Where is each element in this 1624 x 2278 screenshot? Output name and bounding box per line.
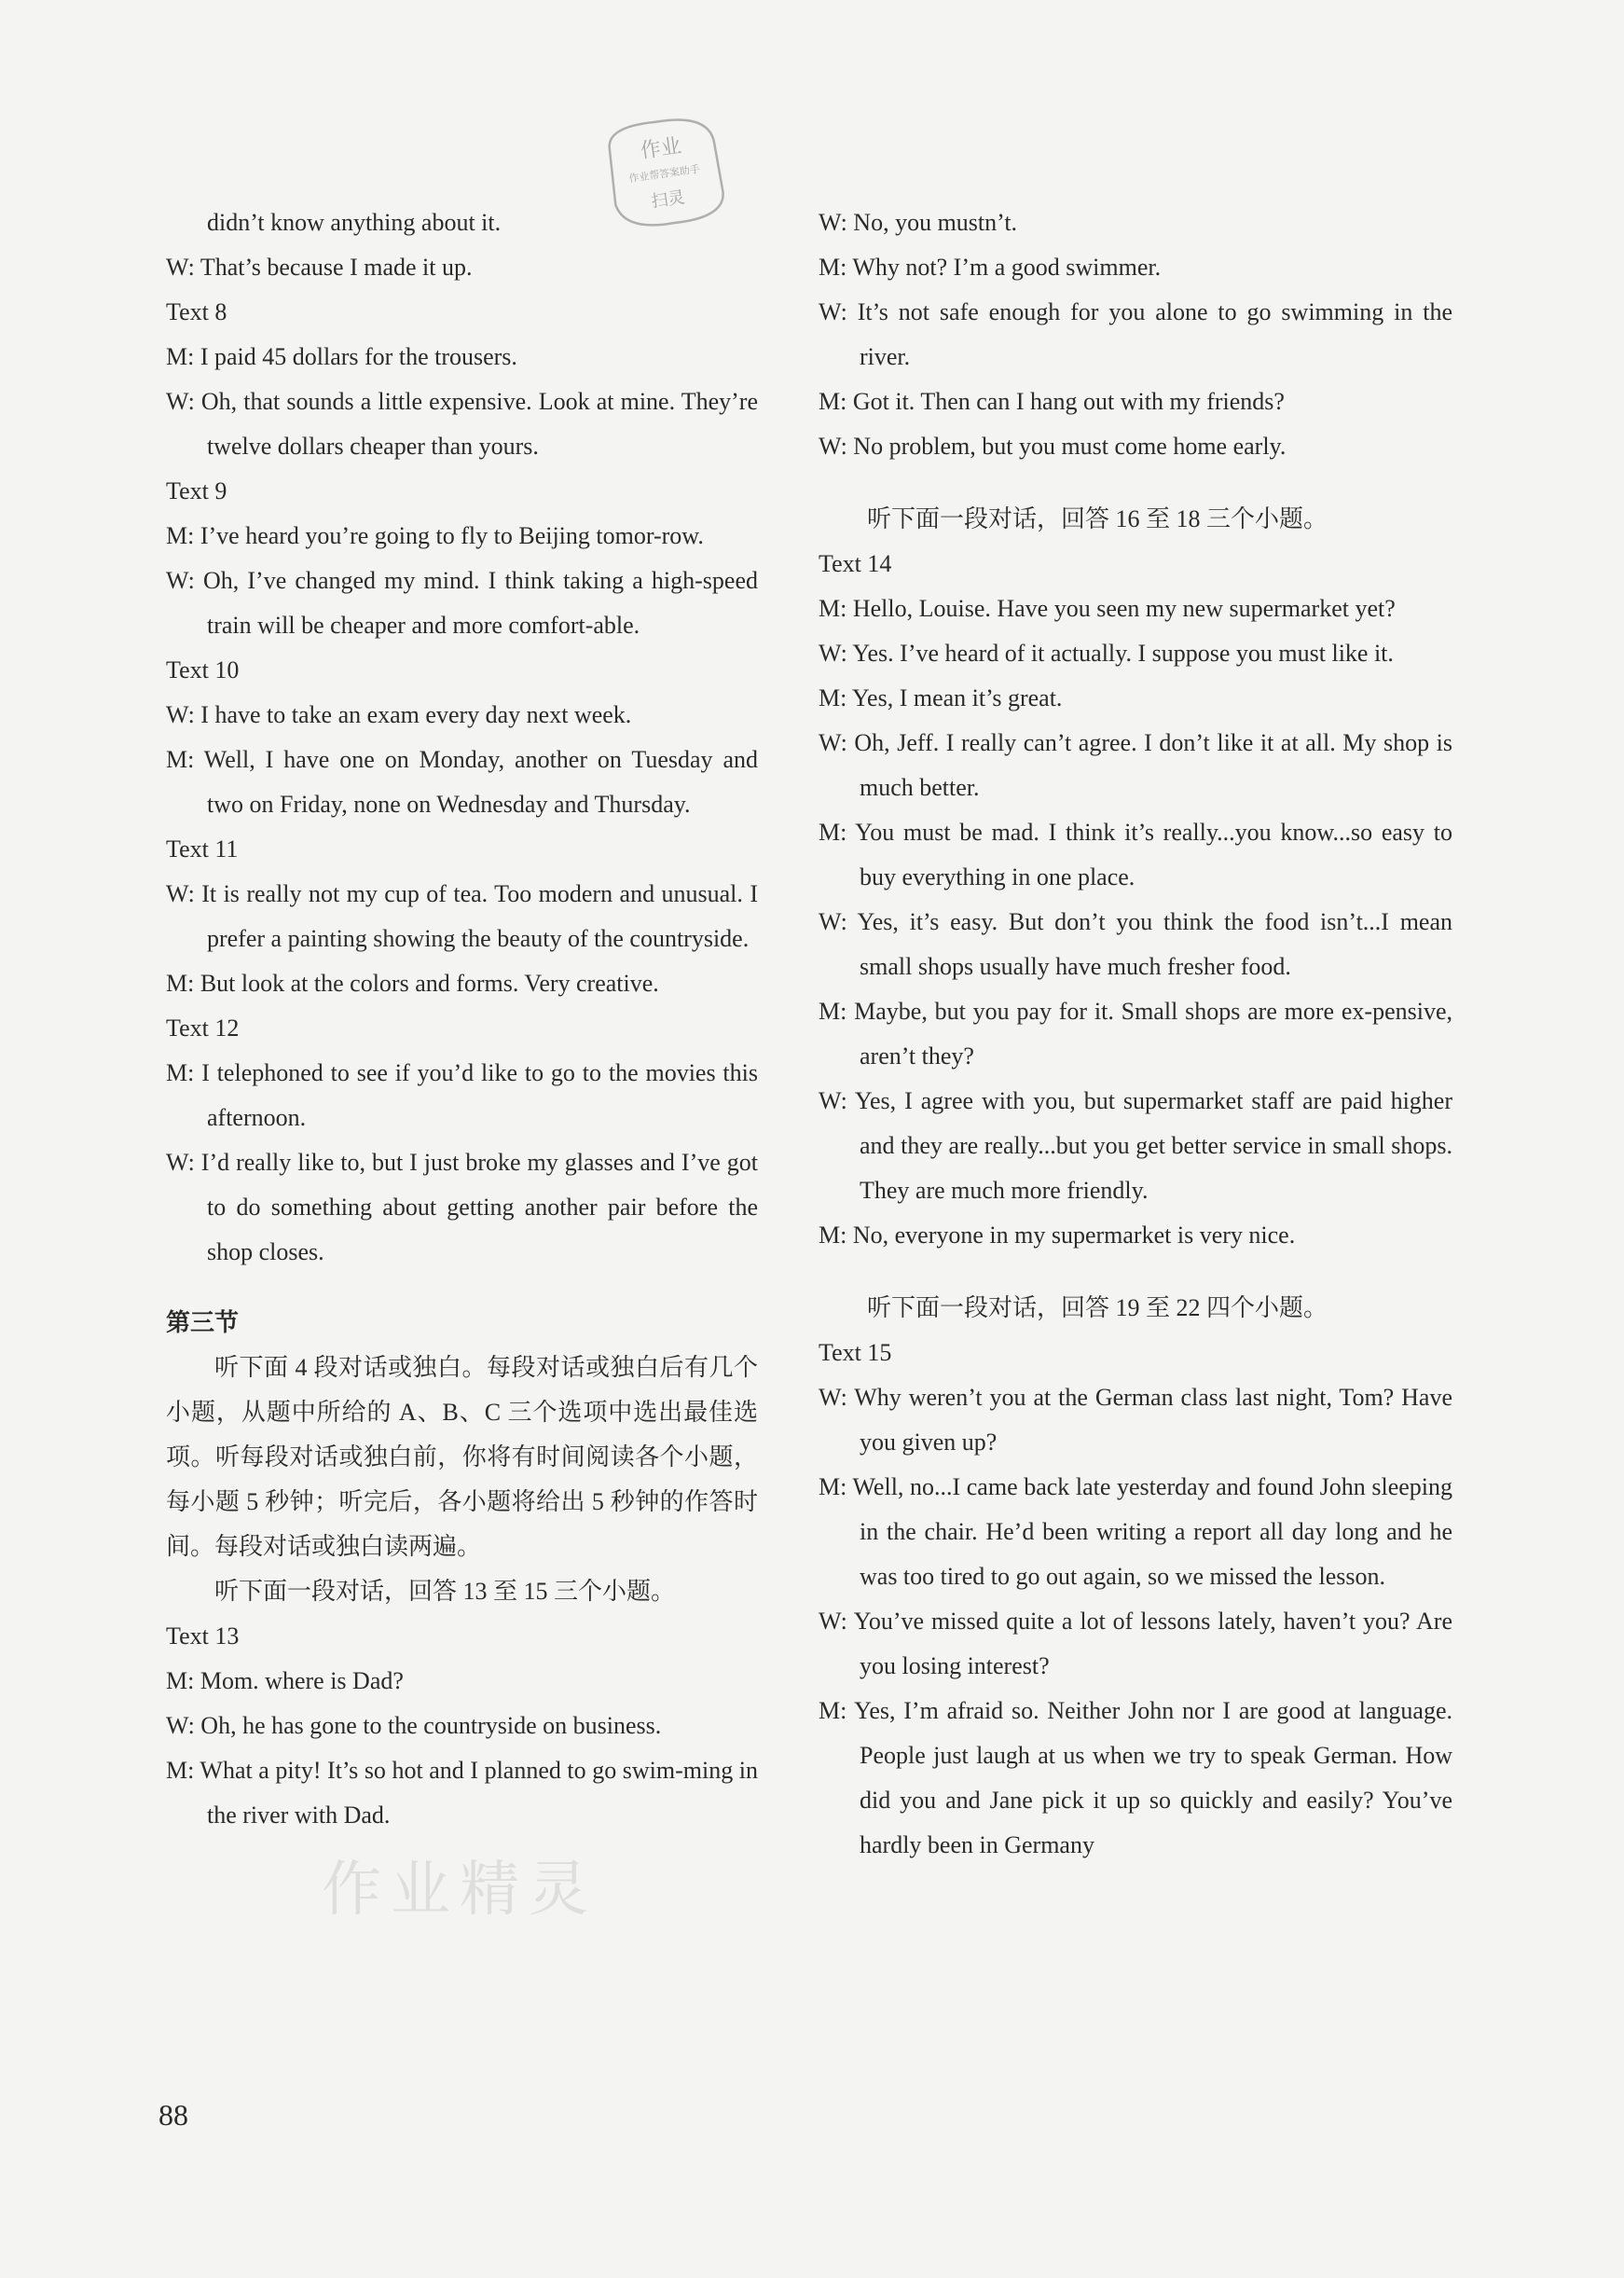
dialogue-line: M: Got it. Then can I hang out with my friends?: [819, 388, 1285, 415]
dialogue-line: W: I have to take an exam every day next week.: [166, 701, 632, 728]
dialogue-line: M: Well, no...I came back late yesterday and found John sleeping in the chair. He’d been writing a report all day long and he was too tired to go out again, so we missed the lesson.: [819, 1473, 1452, 1590]
dialogue-line: M: But look at the colors and forms. Very creative.: [166, 970, 659, 997]
dialogue-line: W: I’d really like to, but I just broke my glasses and I’ve got to do something about getting another pair before the shop closes.: [166, 1149, 758, 1265]
dialogue-line: M: What a pity! It’s so hot and I planned to go swim-ming in the river with Dad.: [166, 1757, 758, 1829]
dialogue-line: W: Oh, he has gone to the countryside on business.: [166, 1712, 662, 1739]
page-number: 88: [158, 2098, 188, 2132]
dialogue-line: W: No, you mustn’t.: [819, 209, 1018, 236]
dialogue-line: W: Oh, Jeff. I really can’t agree. I don’t like it at all. My shop is much better.: [819, 729, 1452, 801]
dialogue-line: W: No problem, but you must come home early.: [819, 433, 1287, 460]
spacer: [819, 1258, 1452, 1286]
dialogue-line: M: Why not? I’m a good swimmer.: [819, 254, 1162, 281]
question-instruction: 听下面一段对话，回答 16 至 18 三个小题。: [867, 505, 1328, 532]
dialogue-line: M: I telephoned to see if you’d like to go to the movies this afternoon.: [166, 1059, 758, 1131]
text-heading: Text 14: [819, 550, 892, 577]
watermark: 作业精灵: [322, 1856, 598, 1925]
dialogue-line: M: Well, I have one on Monday, another on Tuesday and two on Friday, none on Wednesday and Thursday.: [166, 746, 758, 818]
app-stamp-logo: 作业 作业帮答案助手 扫灵: [589, 104, 740, 242]
spacer: [819, 469, 1452, 497]
question-instruction: 听下面一段对话，回答 19 至 22 四个小题。: [867, 1294, 1328, 1321]
dialogue-line: M: You must be mad. I think it’s really...you know...so easy to buy everything in one place.: [819, 819, 1452, 890]
text-heading: Text 8: [166, 298, 227, 325]
question-instruction: 听下面一段对话，回答 13 至 15 三个小题。: [214, 1578, 676, 1605]
dialogue-line: W: Yes. I’ve heard of it actually. I suppose you must like it.: [819, 640, 1394, 667]
dialogue-line: M: Hello, Louise. Have you seen my new supermarket yet?: [819, 595, 1396, 622]
right-column: [819, 200, 1452, 1868]
text-heading: Text 12: [166, 1015, 240, 1042]
dialogue-line: W: Yes, it’s easy. But don’t you think the food isn’t...I mean small shops usually have much fresher food.: [819, 908, 1452, 980]
dialogue-line: M: I paid 45 dollars for the trousers.: [166, 343, 517, 370]
text-heading: Text 11: [166, 835, 239, 863]
dialogue-line: W: Oh, that sounds a little expensive. Look at mine. They’re twelve dollars cheaper than yours.: [166, 388, 758, 460]
text-heading: Text 9: [166, 477, 227, 504]
text-heading: Text 10: [166, 656, 240, 683]
dialogue-line: W: It’s not safe enough for you alone to go swimming in the river.: [819, 298, 1452, 370]
dialogue-line: W: Why weren’t you at the German class last night, Tom? Have you given up?: [819, 1384, 1452, 1456]
section-title: 第三节: [166, 1309, 240, 1336]
dialogue-line: M: Maybe, but you pay for it. Small shops are more ex-pensive, aren’t they?: [819, 998, 1452, 1070]
dialogue-line: W: It is really not my cup of tea. Too modern and unusual. I prefer a painting showing the beauty of the countryside.: [166, 880, 758, 952]
dialogue-line: M: I’ve heard you’re going to fly to Beijing tomor-row.: [166, 522, 704, 549]
dialogue-line: M: No, everyone in my supermarket is very nice.: [819, 1222, 1296, 1249]
dialogue-line: M: Yes, I mean it’s great.: [819, 684, 1063, 711]
dialogue-line: W: That’s because I made it up.: [166, 254, 473, 281]
dialogue-line: W: Yes, I agree with you, but supermarket staff are paid higher and they are really...but you get better service in small shops. They are much more friendly.: [819, 1087, 1452, 1204]
dialogue-line: M: Mom. where is Dad?: [166, 1667, 404, 1694]
dialogue-line: W: Oh, I’ve changed my mind. I think taking a high-speed train will be cheaper and more comfort-able.: [166, 567, 758, 639]
left-column: [166, 200, 758, 1838]
dialogue-line: M: Yes, I’m afraid so. Neither John nor I are good at language. People just laugh at us when we try to speak German. How did you and Jane pick it up so quickly and easily? You’ve hardly been in Germany: [819, 1697, 1452, 1858]
dialogue-continuation: didn’t know anything about it.: [207, 209, 502, 236]
instructions: 听下面 4 段对话或独白。每段对话或独白后有几个小题，从题中所给的 A、B、C 三个选项中选出最佳选项。听每段对话或独白前，你将有时间阅读各个小题，每小题 5 秒钟；听完后，各小题将给出 5 秒钟的作答时间。每段对话或独白读两遍。: [166, 1354, 758, 1560]
text-heading: Text 13: [166, 1622, 240, 1650]
dialogue-line: W: You’ve missed quite a lot of lessons lately, haven’t you? Are you losing interest?: [819, 1608, 1452, 1679]
text-heading: Text 15: [819, 1339, 892, 1366]
